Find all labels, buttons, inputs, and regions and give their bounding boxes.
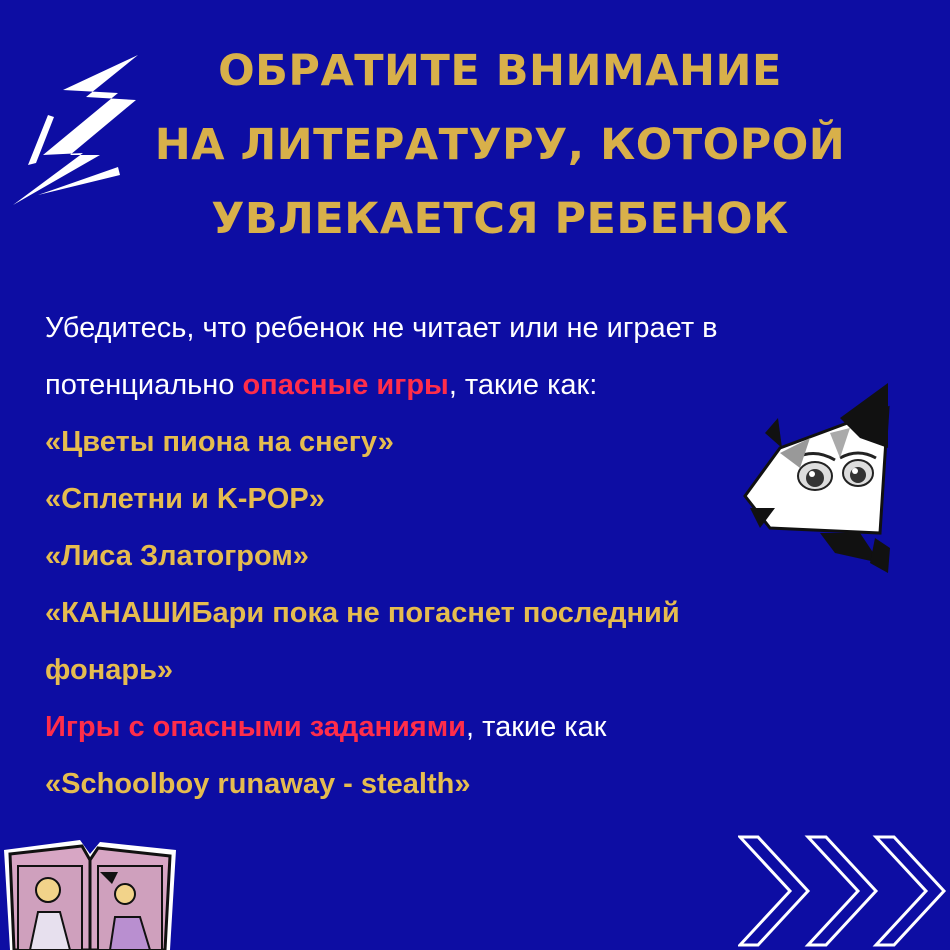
intro-suffix: , такие как:: [448, 369, 598, 401]
title-line-3: УВЛЕКАЕТСЯ РЕБЕНОК: [211, 194, 789, 244]
tasks-line: [45, 699, 875, 756]
list-item: «Сплетни и K-POP»: [45, 483, 325, 515]
list-item: «Лиса Златогром»: [45, 540, 309, 572]
dangerous-games-label: опасные игры: [242, 369, 449, 401]
title-line-1: ОБРАТИТЕ ВНИМАНИЕ: [218, 46, 782, 96]
anime-eyes-illustration: [740, 378, 890, 578]
list-item: «КАНАШИБари пока не погаснет последний: [45, 597, 680, 629]
comic-book-illustration: [0, 832, 180, 950]
dangerous-tasks-label: Игры с опасными заданиями: [45, 711, 466, 743]
list-item: фонарь»: [45, 654, 174, 686]
intro-prefix: потенциально: [45, 369, 243, 401]
page-title: [110, 34, 890, 256]
title-line-2: НА ЛИТЕРАТУРУ, КОТОРОЙ: [154, 120, 846, 170]
list-item: «Цветы пиона на снегу»: [45, 426, 394, 458]
intro-text: Убедитесь, что ребенок не читает или не играет в: [45, 312, 718, 344]
list-item: «Schoolboy runaway - stealth»: [45, 768, 471, 800]
chevron-arrows-icon: [738, 835, 950, 947]
tasks-suffix: , такие как: [466, 711, 607, 743]
